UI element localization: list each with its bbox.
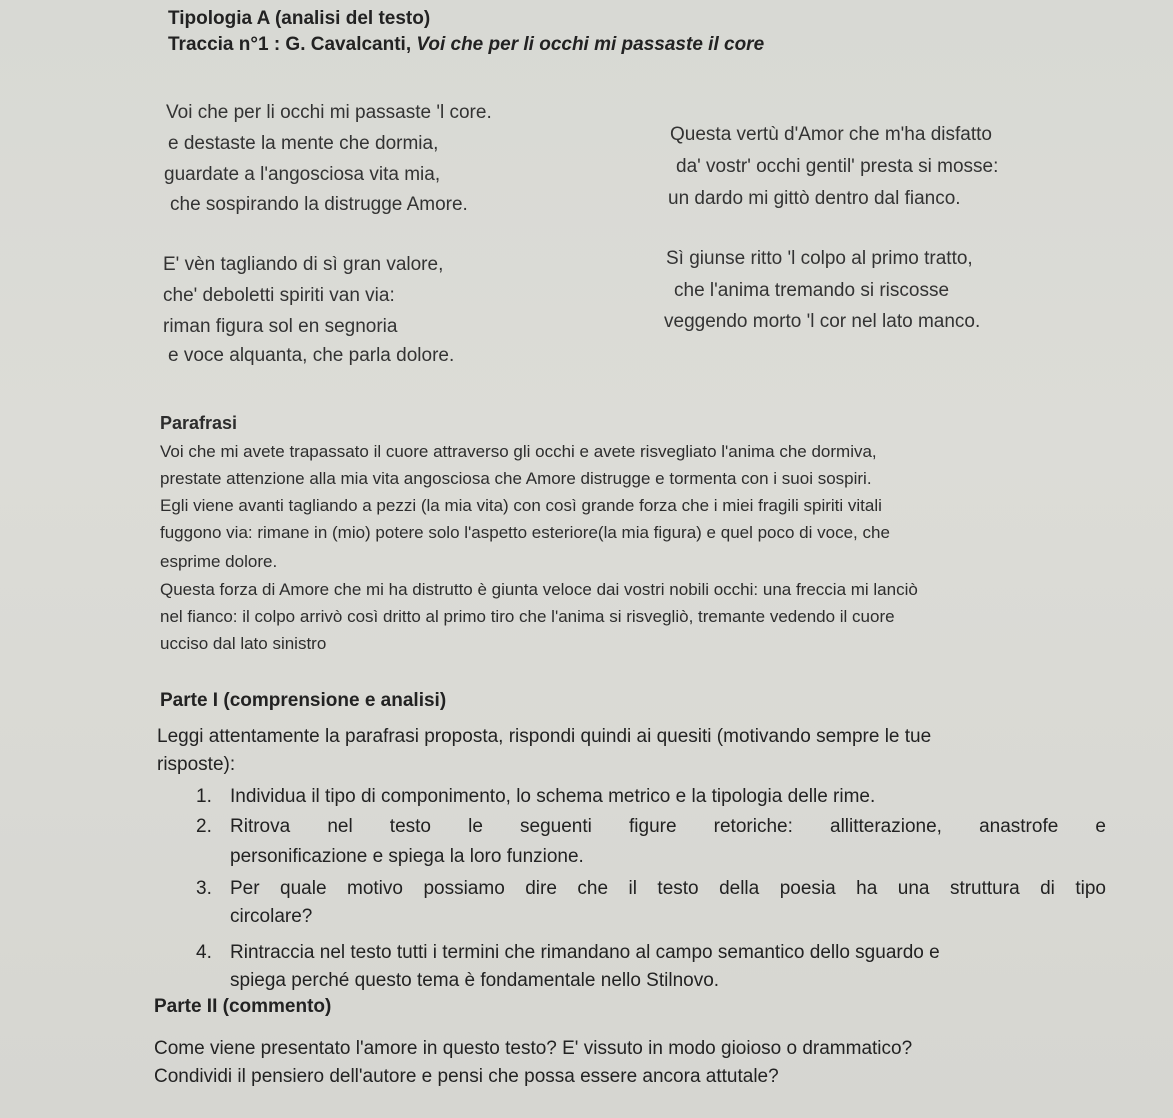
- parafrasi-line: nel fianco: il colpo arrivò così dritto al primo tiro che l'anima si risvegliò, tremante vedendo il cuore: [160, 607, 895, 626]
- parte1-heading: Parte I (comprensione e analisi): [160, 690, 447, 711]
- tipologia-heading: Tipologia A (analisi del testo): [168, 8, 431, 29]
- question-number: 4.: [196, 942, 212, 963]
- traccia-heading: [168, 34, 764, 56]
- parafrasi-line: ucciso dal lato sinistro: [160, 634, 327, 653]
- question-text: Per quale motivo possiamo dire che il testo della poesia ha una struttura di tipo: [230, 878, 1106, 899]
- parte2-line: Come viene presentato l'amore in questo testo? E' vissuto in modo gioioso o drammatico?: [154, 1038, 913, 1059]
- parafrasi-line: Voi che mi avete trapassato il cuore attraverso gli occhi e avete risvegliato l'anima che dormiva,: [160, 442, 877, 461]
- question-number: 1.: [196, 786, 212, 807]
- question-text: Ritrova nel testo le seguenti figure retoriche: allitterazione, anastrofe e: [230, 816, 1106, 837]
- question-number: 2.: [196, 816, 212, 837]
- traccia-prefix: Traccia n°1 : G. Cavalcanti,: [168, 34, 417, 55]
- parafrasi-heading: Parafrasi: [160, 413, 238, 433]
- poem-line: riman figura sol en segnoria: [163, 316, 398, 337]
- poem-line: che sospirando la distrugge Amore.: [170, 194, 468, 215]
- parte2-line: Condividi il pensiero dell'autore e pensi che possa essere ancora attutale?: [154, 1066, 779, 1087]
- parafrasi-line: Egli viene avanti tagliando a pezzi (la mia vita) con così grande forza che i miei fragili spiriti vitali: [160, 496, 882, 515]
- question-number: 3.: [196, 878, 212, 899]
- poem-line: veggendo morto 'l cor nel lato manco.: [664, 311, 981, 332]
- parafrasi-line: Questa forza di Amore che mi ha distrutto è giunta veloce dai vostri nobili occhi: una freccia mi lanciò: [160, 580, 918, 599]
- question-text-continued: spiega perché questo tema è fondamentale nello Stilnovo.: [230, 970, 720, 991]
- parafrasi-line: fuggono via: rimane in (mio) potere solo l'aspetto esteriore(la mia figura) e quel poco di voce, che: [160, 523, 890, 542]
- poem-line: e voce alquanta, che parla dolore.: [168, 345, 455, 366]
- poem-line: E' vèn tagliando di sì gran valore,: [163, 254, 444, 275]
- question-text: Individua il tipo di componimento, lo schema metrico e la tipologia delle rime.: [230, 786, 876, 807]
- poem-line: Voi che per li occhi mi passaste 'l core.: [166, 102, 492, 123]
- question-item: [196, 878, 1106, 900]
- poem-line: e destaste la mente che dormia,: [168, 133, 439, 154]
- parte1-intro-line: Leggi attentamente la parafrasi proposta, rispondi quindi ai quesiti (motivando sempre le tue: [157, 726, 932, 747]
- poem-line: Sì giunse ritto 'l colpo al primo tratto,: [666, 248, 973, 269]
- parte2-heading: Parte II (commento): [154, 996, 332, 1017]
- question-text-continued: circolare?: [230, 906, 313, 927]
- parafrasi-line: esprime dolore.: [160, 552, 278, 571]
- traccia-title: Voi che per li occhi mi passaste il core: [416, 34, 765, 55]
- question-item: [196, 816, 1106, 838]
- question-text: Rintraccia nel testo tutti i termini che rimandano al campo semantico dello sguardo e: [230, 942, 940, 963]
- poem-line: un dardo mi gittò dentro dal fianco.: [668, 188, 961, 209]
- parafrasi-line: prestate attenzione alla mia vita angosciosa che Amore distrugge e tormenta con i suoi sospiri.: [160, 469, 872, 488]
- poem-line: da' vostr' occhi gentil' presta si mosse:: [676, 156, 999, 177]
- poem-line: Questa vertù d'Amor che m'ha disfatto: [670, 124, 992, 145]
- poem-line: che' deboletti spiriti van via:: [163, 285, 395, 306]
- parte1-intro-line: risposte):: [157, 754, 236, 775]
- poem-line: che l'anima tremando si riscosse: [674, 280, 950, 301]
- question-item: [196, 786, 875, 808]
- question-text-continued: personificazione e spiega la loro funzione.: [230, 846, 584, 867]
- poem-line: guardate a l'angosciosa vita mia,: [164, 164, 441, 185]
- question-item: [196, 942, 940, 964]
